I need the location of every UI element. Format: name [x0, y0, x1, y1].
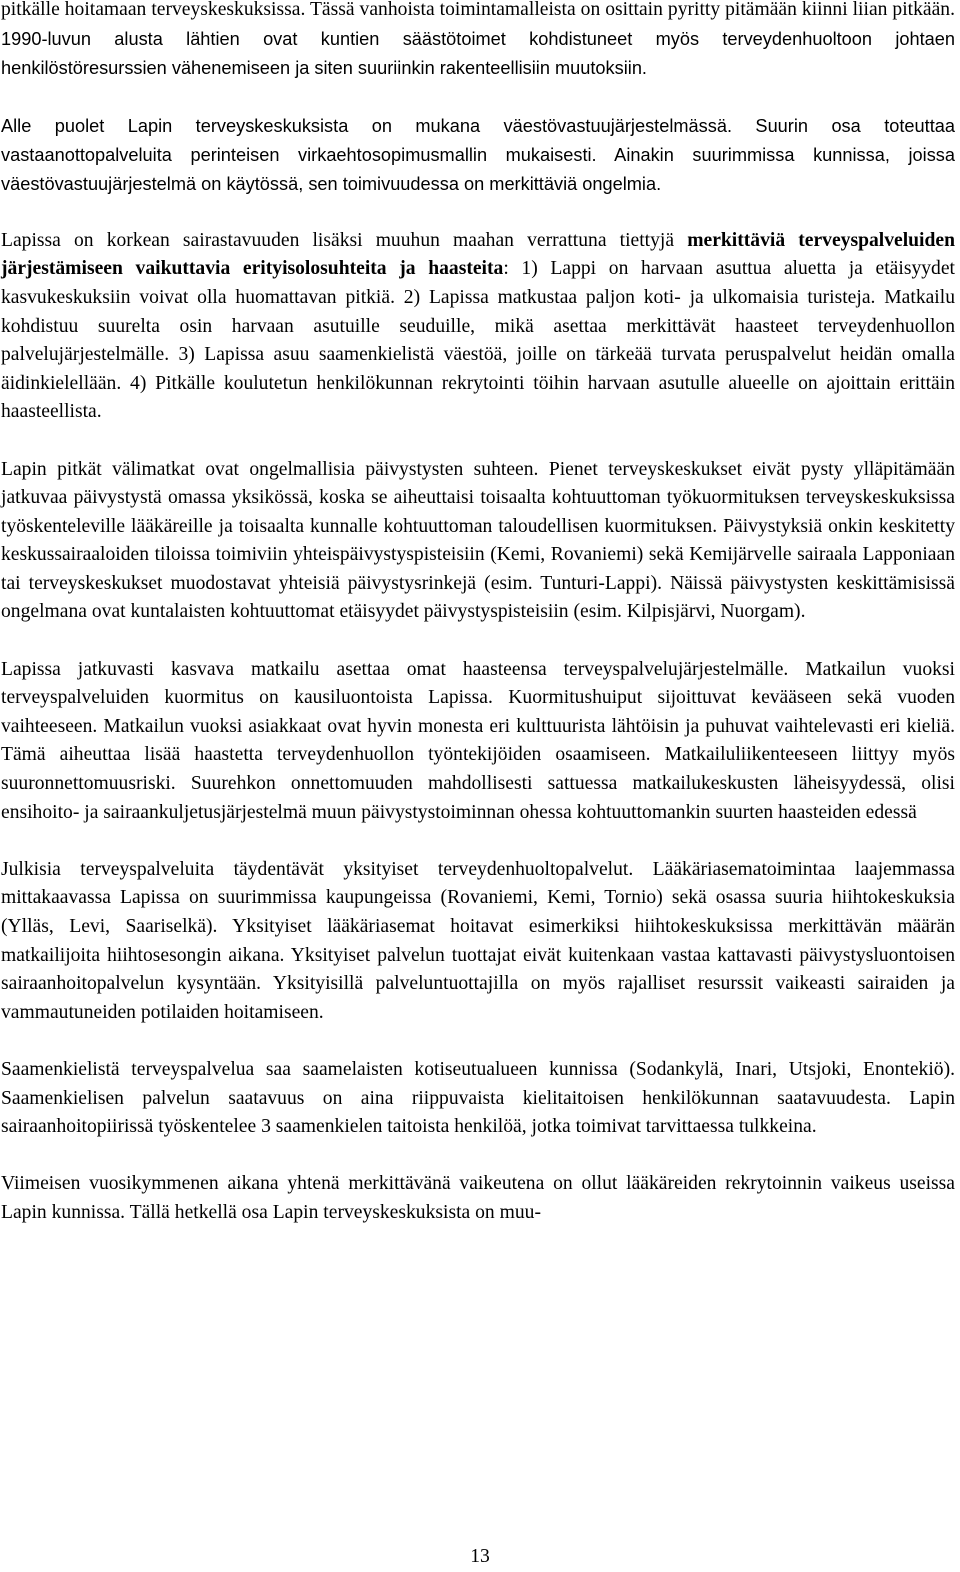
text-segment: 1990-luvun alusta lähtien ovat kuntien säästötoimet kohdistuneet myös terveydenhuoltoon johtaen henkilöstöresurssien vähenemiseen ja siten suuriinkin rakenteellisiin muutoksiin. — [1, 28, 955, 79]
text-segment: Viimeisen vuosikymmenen aikana yhtenä merkittävänä vaikeutena on ollut lääkäreiden rekrytoinnin vaikeus useissa Lapin kunnissa. Tällä hetkellä osa Lapin terveyskeskuksista on muu- — [1, 1173, 955, 1223]
page-number: 13 — [470, 1546, 490, 1567]
paragraph-private-services — [1, 856, 955, 1028]
paragraph-population-responsibility — [1, 112, 955, 198]
text-segment: Lapissa on korkean sairastavuuden lisäksi muuhun maahan verrattuna tiettyjä — [1, 229, 688, 251]
text-segment: : 1) Lappi on harvaan asuttua aluetta ja etäisyydet kasvukeskuksiin voivat olla huomattavan pitkiä. 2) Lapissa matkustaa paljon koti- ja ulkomaisia turisteja. Matkailu kohdistuu suurelta osin harvaan asutuille seuduille, mikä asettaa merkittävät haasteet terveydenhuollon palvelujärjestelmälle. 3) Lapissa asuu saamenkielistä väestöä, joille on tärkeää turvata peruspalvelut heidän omalla äidinkielellään. 4) Pitkälle koulutetun henkilökunnan rekrytointi töihin harvaan asutulle alueelle on ajoittain erittäin haasteellista. — [1, 258, 955, 423]
text-segment: Saamenkielistä terveyspalvelua saa saamelaisten kotiseutualueen kunnissa (Sodankylä, Inari, Utsjoki, Enontekiö). Saamenkielisen palvelun saatavuus on aina riippuvaista kielitaitoisen henkilökunnan saatavuudesta. Lapin sairaanhoitopiirissä työskentelee 3 saamenkielen taitoista henkilöä, jotka toimivat tarvittaessa tulkkeina. — [1, 1058, 955, 1138]
text-segment: pitkälle hoitamaan terveyskeskuksissa. Tässä vanhoista toimintamalleista on osittain pyritty pitämään kiinni liian pitkään. — [1, 0, 955, 20]
text-segment: Julkisia terveyspalveluita täydentävät yksityiset terveydenhuoltopalvelut. Lääkäriasematoimintaa laajemmassa mittakaavassa Lapissa on suurimmissa kaupungeissa (Rovaniemi, Kemi, Tornio) sekä osassa suuria hiihtokeskuksia (Ylläs, Levi, Saariselkä). Yksityiset lääkäriasemat hoitavat esimerkiksi hiihtokeskuksissa merkittävän määrän matkailijoita hiihtosesongin aikana. Yksityiset palvelun tuottajat eivät kuitenkaan vastaa kattavasti päivystysluontoisen sairaanhoitopalvelun kysyntään. Yksityisillä palveluntuottajilla on myös rajalliset resurssit vaikeasti sairaiden ja vammautuneiden potilaiden hoitamiseen. — [1, 858, 955, 1023]
paragraph-recruitment — [1, 1170, 955, 1227]
paragraph-sami-services — [1, 1056, 955, 1142]
paragraph-special-conditions — [1, 227, 955, 427]
paragraph-health-centers-history — [1, 0, 955, 84]
text-segment: Lapissa jatkuvasti kasvava matkailu asettaa omat haasteensa terveyspalvelujärjestelmälle. Matkailun vuoksi terveyspalveluiden kuormitus on kausiluontoista Lapissa. Kuormitushuiput sijoittuvat kevääseen sekä vuoden vaihteeseen. Matkailun vuoksi asiakkaat ovat hyvin monesta eri kulttuurista lähtöisin ja puhuvat vaihtelevasti eri kieliä. Tämä aiheuttaa lisää haastetta terveydenhuollon työntekijöiden osaamiseen. Matkailuliikenteeseen liittyy myös suuronnettomuusriski. Suurehkon onnettomuuden mahdollisesti sattuessa matkailukeskusten läheisyydessä, olisi ensihoito- ja sairaankuljetusjärjestelmä muun päivystystoiminnan ohessa kohtuuttomankin suurten haasteiden edessä — [1, 658, 955, 823]
document-body — [1, 0, 955, 1256]
paragraph-on-call-distances — [1, 456, 955, 628]
paragraph-tourism-challenges — [1, 656, 955, 828]
text-segment: Alle puolet Lapin terveyskeskuksista on mukana väestövastuujärjestelmässä. Suurin osa toteuttaa vastaanottopalveluita perinteisen virkaehtosopimusmallin mukaisesti. Ainakin suurimmissa kunnissa, joissa väestövastuujärjestelmä on käytössä, sen toimivuudessa on merkittäviä ongelmia. — [1, 116, 955, 194]
bold-text-segment: merkittäviä terveyspalveluiden järjestämiseen vaikuttavia erityisolosuhteita ja haasteita — [1, 229, 955, 280]
text-segment: Lapin pitkät välimatkat ovat ongelmallisia päivystysten suhteen. Pienet terveyskeskukset eivät pysty ylläpitämään jatkuvaa päivystystä omassa yksikössä, koska se aiheuttaisi toisaalta kohtuuttoman työkuormituksen terveyskeskuksissa työskenteleville lääkäreille ja toisaalta kunnalle kohtuuttoman taloudellisen kuormituksen. Päivystyksiä onkin keskitetty keskussairaaloiden tiloissa toimiviin yhteispäivystyspisteisiin (Kemi, Rovaniemi) sekä Kemijärvelle sairaala Lapponiaan tai terveyskeskukset muodostavat yhteisiä päivystysrinkejä (esim. Tunturi-Lappi). Näissä päivystysten keskittämisissä ongelmana ovat kuntalaisten kohtuuttomat etäisyydet päivystyspisteisiin (esim. Kilpisjärvi, Nuorgam). — [1, 458, 955, 623]
